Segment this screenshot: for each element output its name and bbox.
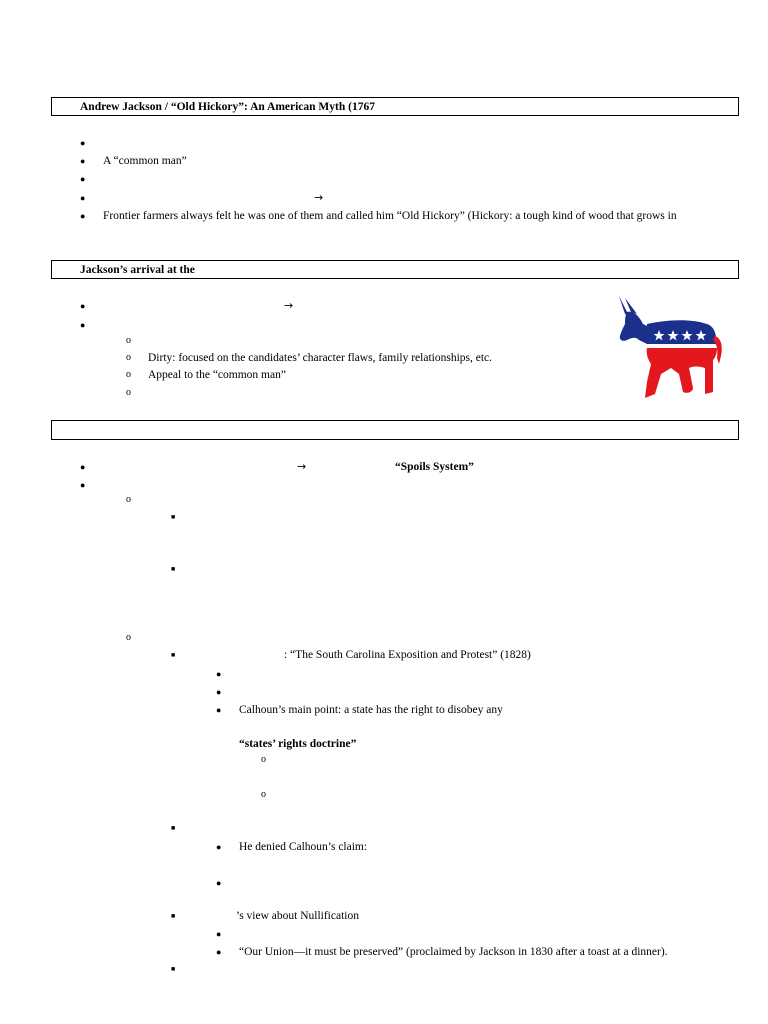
- circle-marker: o: [126, 352, 131, 363]
- section-title: Jackson’s arrival at the: [80, 264, 195, 276]
- sub-list-item-text: Dirty: focused on the candidates’ character flaws, family relationships, etc.: [148, 352, 493, 364]
- square-marker: ■: [171, 912, 176, 920]
- section-header-box: [51, 420, 739, 440]
- circle-marker: o: [261, 789, 266, 800]
- square-marker: ■: [171, 651, 176, 659]
- bullet-marker: ●: [80, 320, 86, 330]
- list-item-text: “Our Union—it must be preserved” (proclaimed by Jackson in 1830 after a toast at a dinner).: [239, 946, 668, 958]
- square-marker: ■: [171, 565, 176, 573]
- bullet-marker: ●: [80, 211, 86, 221]
- section-header-box: [51, 260, 739, 279]
- section-header-box: [51, 97, 739, 116]
- exposition-text: : “The South Carolina Exposition and Protest” (1828): [284, 649, 531, 661]
- nullification-view-text: ’s view about Nullification: [236, 910, 359, 922]
- circle-marker: o: [126, 369, 131, 380]
- bullet-marker: ●: [216, 687, 222, 697]
- bullet-marker: ●: [80, 156, 86, 166]
- states-rights-text: “states’ rights doctrine”: [239, 738, 357, 750]
- list-item-text: Frontier farmers always felt he was one of them and called him “Old Hickory” (Hickory: a tough kind of wood that grows in: [103, 210, 677, 222]
- list-item-text: Calhoun’s main point: a state has the right to disobey any: [239, 704, 503, 716]
- bullet-marker: ●: [80, 138, 86, 148]
- square-marker: ■: [171, 824, 176, 832]
- bullet-marker: ●: [216, 947, 222, 957]
- circle-marker: o: [126, 335, 131, 346]
- circle-marker: o: [126, 387, 131, 398]
- arrow-right-icon: →: [297, 460, 307, 473]
- sub-list-item-text: Appeal to the “common man”: [148, 369, 286, 381]
- bullet-marker: ●: [80, 193, 86, 203]
- square-marker: ■: [171, 513, 176, 521]
- arrow-right-icon: →: [284, 299, 294, 312]
- section-title: Andrew Jackson / “Old Hickory”: An American Myth (1767: [80, 101, 375, 113]
- square-marker: ■: [171, 965, 176, 973]
- circle-marker: o: [126, 494, 131, 505]
- bullet-marker: ●: [80, 301, 86, 311]
- bullet-marker: ●: [80, 462, 86, 472]
- bullet-marker: ●: [216, 878, 222, 888]
- list-item-text: A “common man”: [103, 155, 187, 167]
- bullet-marker: ●: [80, 174, 86, 184]
- bullet-marker: ●: [80, 480, 86, 490]
- circle-marker: o: [261, 754, 266, 765]
- circle-marker: o: [126, 632, 131, 643]
- democratic-donkey-icon: [617, 294, 725, 400]
- bullet-marker: ●: [216, 929, 222, 939]
- bullet-marker: ●: [216, 705, 222, 715]
- spoils-system-text: “Spoils System”: [395, 461, 474, 473]
- bullet-marker: ●: [216, 669, 222, 679]
- list-item-text: He denied Calhoun’s claim:: [239, 841, 368, 853]
- arrow-right-icon: →: [314, 191, 324, 204]
- bullet-marker: ●: [216, 842, 222, 852]
